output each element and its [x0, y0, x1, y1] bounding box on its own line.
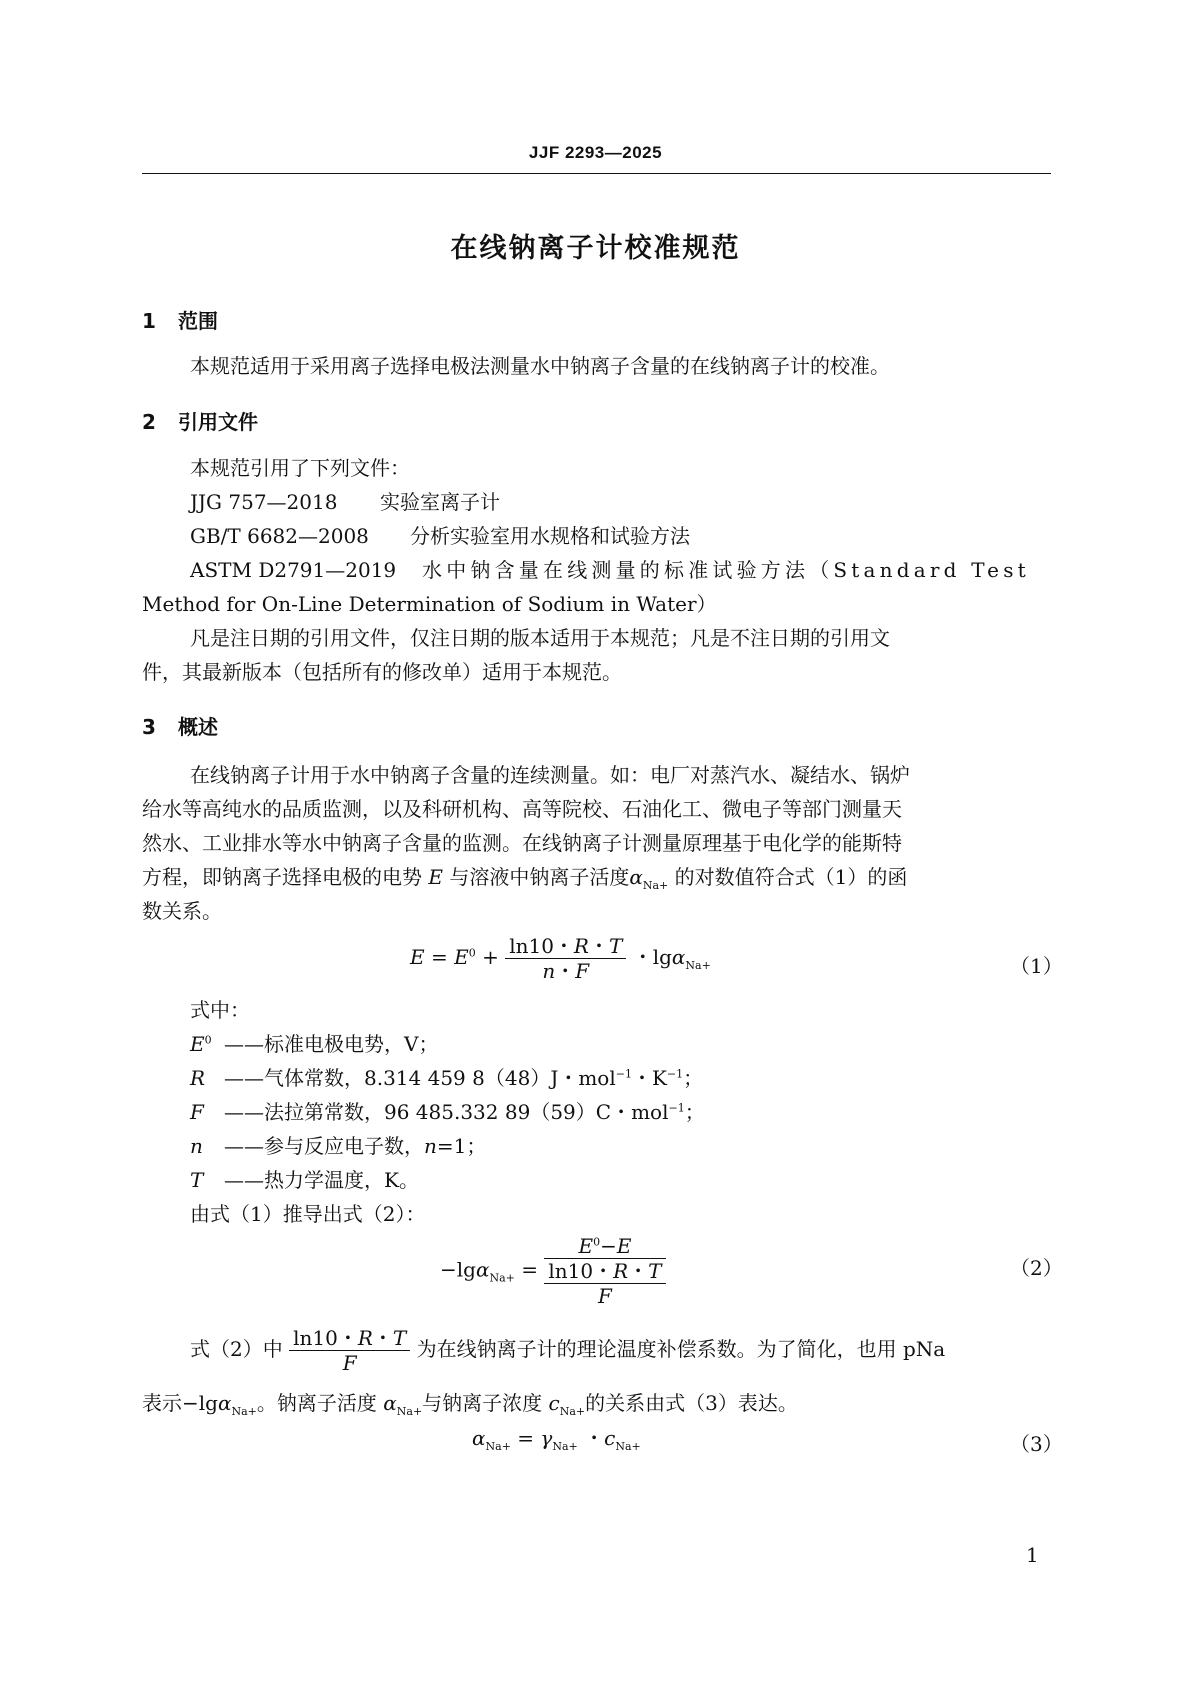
ln10: ln10	[293, 1326, 338, 1350]
equation-number: （2）	[1010, 1256, 1063, 1280]
def-text: ——热力学温度，K。	[224, 1168, 419, 1192]
equation-3	[472, 1426, 641, 1453]
dot: ・	[372, 1326, 393, 1350]
fraction	[505, 936, 626, 981]
numerator	[505, 936, 626, 959]
equation-number: （3）	[1010, 1432, 1063, 1456]
superscript-zero: 0	[468, 946, 476, 960]
subscript-na: Na+	[552, 1440, 578, 1453]
subscript-na: Na+	[559, 1405, 586, 1418]
text-run: 表示−lg	[142, 1391, 218, 1415]
def-text: ——参与反应电子数，	[224, 1134, 424, 1158]
denominator	[544, 1259, 665, 1306]
equals-sign: =	[430, 945, 448, 969]
overview-line: 然水、工业排水等水中钠离子含量的监测。在线钠离子计测量原理基于电化学的能斯特	[142, 831, 902, 855]
symbol-alpha: α	[671, 945, 686, 969]
def-text: ——标准电极电势，V；	[224, 1032, 439, 1056]
exponent: −1	[668, 1101, 685, 1115]
numerator	[544, 1236, 665, 1259]
exponent: −1	[615, 1067, 632, 1081]
symbol-T: T	[648, 1259, 662, 1283]
text-run: 为在线钠离子计的理论温度补偿系数。为了简化，也用 pNa	[416, 1337, 946, 1361]
where-label: 式中：	[190, 998, 250, 1022]
symbol-F: F	[598, 1284, 612, 1308]
def-symbol: R	[190, 1066, 206, 1090]
text-run: 与钠离子浓度	[422, 1391, 543, 1415]
definition-item	[190, 1034, 438, 1054]
symbol-alpha: α	[472, 1426, 486, 1450]
document-code: JJF 2293—2025	[528, 143, 663, 162]
references-note: 凡是注日期的引用文件，仅注日期的版本适用于本规范；凡是不注日期的引用文	[190, 626, 890, 650]
numerator	[544, 1261, 665, 1284]
symbol-n: n	[424, 1134, 437, 1158]
dot: ・	[632, 945, 653, 969]
compensation-line	[190, 1328, 945, 1373]
references-intro: 本规范引用了下列文件：	[190, 456, 410, 480]
subscript-na: Na+	[489, 1271, 515, 1285]
inner-fraction	[544, 1261, 665, 1306]
section-number: 2	[142, 410, 156, 434]
text-run: 方程，即钠离子选择电极的电势	[142, 865, 422, 889]
symbol-E0: E	[454, 945, 469, 969]
section-1-heading	[142, 305, 218, 334]
dot: ・	[337, 1326, 358, 1350]
symbol-T: T	[392, 1326, 407, 1350]
symbol-E0: E	[578, 1234, 594, 1258]
equation-2	[440, 1236, 666, 1306]
symbol-F: F	[575, 959, 590, 983]
text-run: 的对数值符合式（1）的函	[674, 865, 908, 889]
dot: ・	[588, 934, 609, 958]
overview-line: 数关系。	[142, 899, 222, 923]
symbol-c: c	[604, 1426, 616, 1450]
dot: ・	[628, 1259, 649, 1283]
minus-sign: −	[600, 1234, 617, 1258]
subscript-na: Na+	[615, 1440, 641, 1453]
equals-sign: =	[517, 1426, 535, 1450]
dot: ・	[553, 934, 574, 958]
section-number: 3	[142, 715, 156, 739]
references-note: 件，其最新版本（包括所有的修改单）适用于本规范。	[142, 660, 622, 684]
text-run: 的关系由式（3）表达。	[585, 1391, 798, 1415]
reference-code: GB/T 6682—2008	[190, 524, 369, 548]
section-3-heading	[142, 711, 218, 740]
equation-number: （1）	[1010, 954, 1063, 978]
overview-line: 给水等高纯水的品质监测，以及科研机构、高等院校、石油化工、微电子等部门测量天	[142, 797, 902, 821]
dot: ・	[584, 1426, 605, 1450]
symbol-E: E	[410, 945, 425, 969]
section-number: 1	[142, 309, 156, 333]
superscript-zero: 0	[593, 1235, 601, 1249]
reference-name: 分析实验室用水规格和试验方法	[410, 524, 690, 548]
superscript-zero: 0	[204, 1033, 212, 1047]
symbol-T: T	[608, 934, 623, 958]
section-title: 范围	[178, 309, 218, 333]
subscript-na: Na+	[485, 1440, 511, 1453]
reference-item	[190, 526, 690, 546]
text-run: 与溶液中钠离子活度	[449, 865, 630, 889]
definition-item	[190, 1102, 705, 1122]
subscript-na: Na+	[396, 1405, 423, 1418]
page-number: 1	[1026, 1543, 1039, 1567]
section-title: 引用文件	[178, 410, 258, 434]
document-title: 在线钠离子计校准规范	[450, 233, 741, 264]
lg: lg	[652, 945, 672, 969]
symbol-F: F	[342, 1351, 357, 1375]
text-run: 式（2）中	[190, 1337, 283, 1361]
inline-fraction	[289, 1328, 410, 1373]
section-1-text: 本规范适用于采用离子选择电极法测量水中钠离子含量的在线钠离子计的校准。	[190, 354, 890, 378]
subscript-na: Na+	[231, 1405, 257, 1418]
header-divider	[142, 173, 1051, 174]
ln10: ln10	[548, 1259, 594, 1283]
plus-sign: +	[482, 945, 499, 969]
section-title: 概述	[178, 715, 218, 739]
denominator	[544, 1284, 665, 1306]
dot: ・	[555, 959, 576, 983]
overview-line: 在线钠离子计用于水中钠离子含量的连续测量。如：电厂对蒸汽水、凝结水、锅炉	[190, 763, 910, 787]
def-text: =1；	[436, 1134, 487, 1158]
lg: lg	[456, 1257, 476, 1282]
definition-item	[190, 1170, 419, 1190]
reference-item	[190, 492, 500, 512]
symbol-R: R	[357, 1326, 373, 1350]
fraction	[544, 1236, 665, 1306]
symbol-n: n	[542, 959, 556, 983]
def-text: ；	[684, 1100, 705, 1124]
subscript-na: Na+	[685, 959, 711, 972]
symbol-c: c	[548, 1391, 560, 1415]
def-symbol: T	[190, 1168, 204, 1192]
reference-name: 水中钠含量在线测量的标准试验方法（Standard Test	[422, 558, 1030, 582]
pna-line	[142, 1391, 798, 1418]
denominator	[505, 959, 626, 981]
def-text: ——气体常数，8.314 459 8（48）J・mol	[224, 1066, 616, 1090]
definition-item	[190, 1136, 486, 1156]
equation-1	[410, 936, 711, 981]
equals-sign: =	[521, 1257, 539, 1282]
minus-sign: −	[440, 1257, 457, 1282]
def-text: ；	[683, 1066, 704, 1090]
symbol-gamma: γ	[540, 1426, 553, 1450]
symbol-E: E	[616, 1234, 632, 1258]
def-text: ・K	[631, 1066, 667, 1090]
reference-continuation: Method for On-Line Determination of Sodium in Water）	[142, 592, 717, 616]
reference-code: ASTM D2791—2019	[190, 558, 397, 582]
symbol-R: R	[573, 934, 589, 958]
symbol-alpha: α	[475, 1257, 490, 1282]
ln10: ln10	[509, 934, 554, 958]
denominator	[289, 1351, 410, 1373]
numerator	[289, 1328, 410, 1351]
symbol-E: E	[428, 865, 443, 889]
exponent: −1	[666, 1067, 684, 1081]
def-symbol: E	[190, 1032, 205, 1056]
def-symbol: F	[190, 1100, 204, 1124]
overview-line	[142, 865, 908, 892]
subscript-na: Na+	[642, 879, 669, 892]
reference-code: JJG 757—2018	[190, 490, 338, 514]
symbol-alpha: α	[629, 865, 643, 889]
text-run: 。钠离子活度	[256, 1391, 377, 1415]
symbol-alpha: α	[383, 1391, 397, 1415]
def-text: ——法拉第常数，96 485.332 89（59）C・mol	[224, 1100, 669, 1124]
symbol-R: R	[613, 1259, 629, 1283]
reference-name: 实验室离子计	[380, 490, 500, 514]
def-symbol: n	[190, 1134, 203, 1158]
reference-item	[190, 560, 1030, 580]
dot: ・	[593, 1259, 614, 1283]
definition-item	[190, 1068, 703, 1088]
symbol-alpha: α	[217, 1391, 232, 1415]
derivation-text: 由式（1）推导出式（2）：	[190, 1202, 426, 1226]
section-2-heading	[142, 406, 258, 435]
